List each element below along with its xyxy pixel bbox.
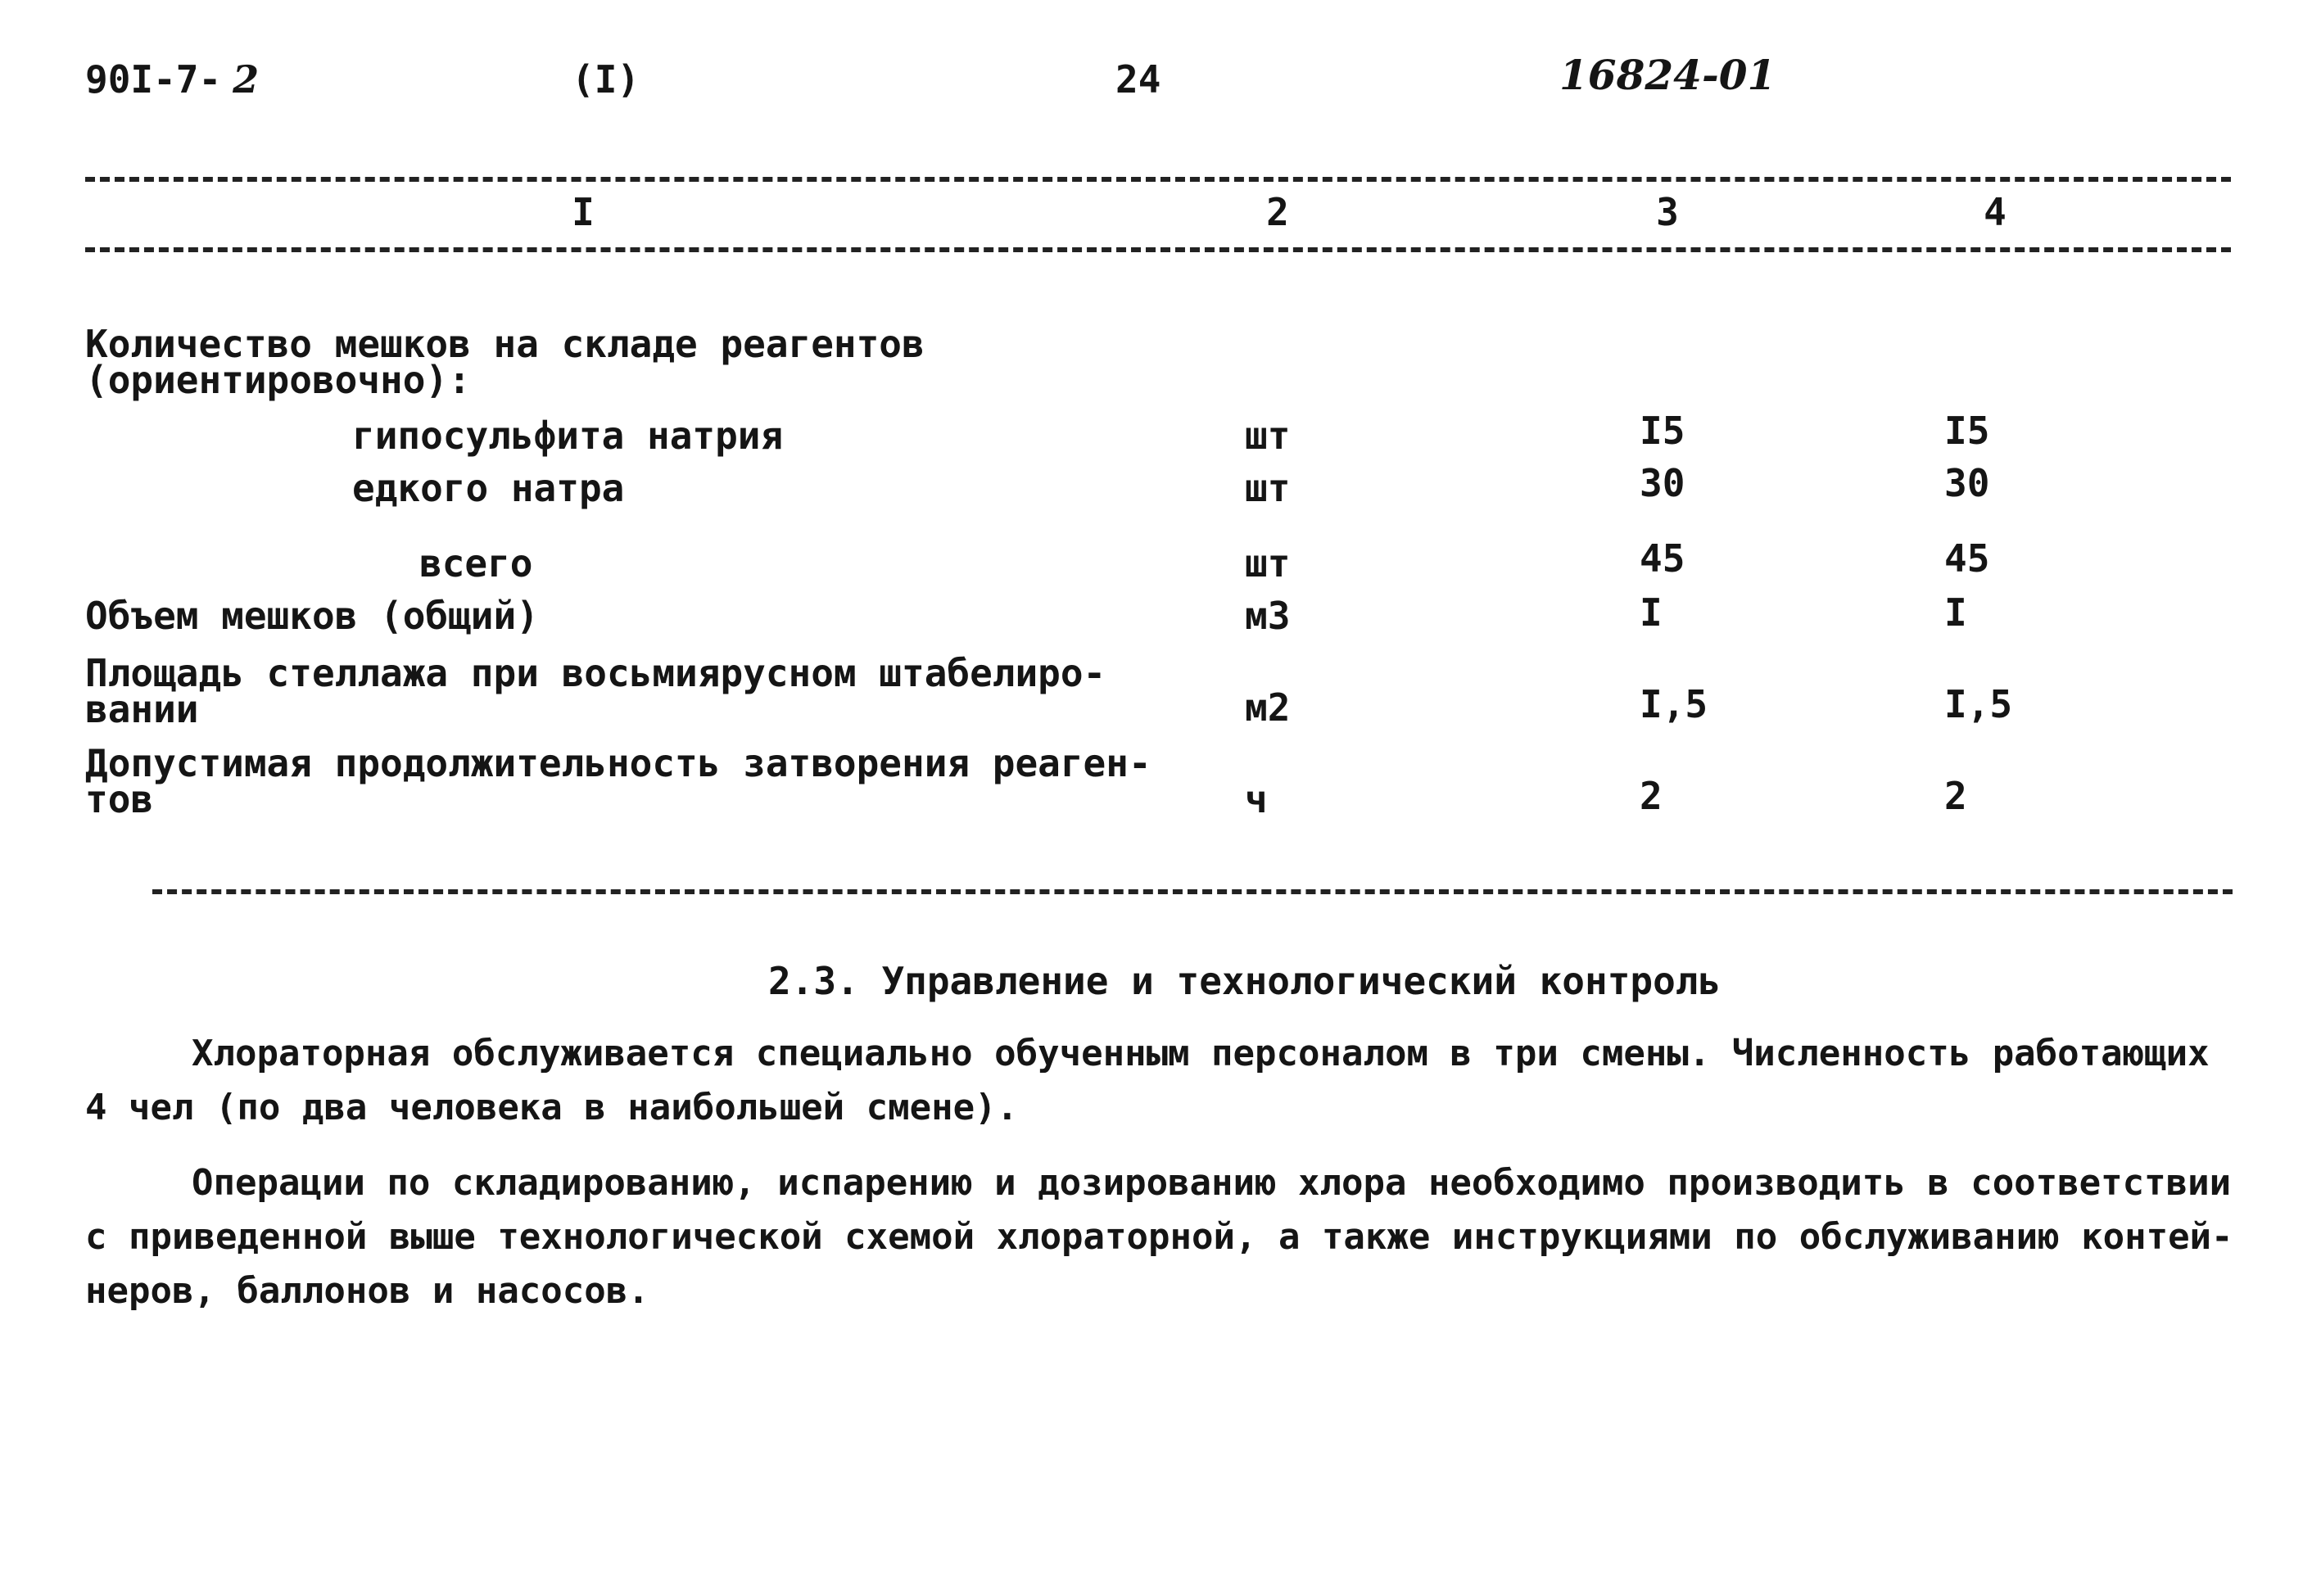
- row-name-bag-volume: Объем мешков (общий): [85, 594, 539, 638]
- row-unit: шт: [1245, 541, 1291, 586]
- row-unit: м2: [1245, 685, 1291, 730]
- document-part: (I): [572, 57, 640, 102]
- group-title-line1: Количество мешков на складе реагентов: [85, 322, 925, 366]
- row-value-col4: I: [1944, 590, 1967, 635]
- page-number: 24: [1115, 57, 1161, 102]
- row-name-line1: Допустимая продолжительность затворения реаген-: [85, 741, 1151, 785]
- row-value-col3: 30: [1640, 461, 1685, 505]
- row-value-col3: 2: [1640, 774, 1663, 818]
- row-name-line1: Площадь стеллажа при восьмиярусном штабелиро-: [85, 651, 1106, 695]
- row-value-col4: 45: [1944, 536, 1990, 581]
- inventory-number: 16824-01: [1559, 51, 1776, 99]
- column-header-4: 4: [1984, 190, 2007, 234]
- group-title: [85, 322, 925, 402]
- document-code-base: 90I-7-: [85, 57, 222, 102]
- group-title-line2: (ориентировочно):: [85, 358, 471, 402]
- row-value-col4: I,5: [1944, 682, 2013, 726]
- table-bottom-rule: [152, 889, 2233, 894]
- row-unit: м3: [1245, 594, 1291, 638]
- document-code-suffix: 2: [233, 57, 260, 102]
- row-value-col3: I,5: [1640, 682, 1708, 726]
- row-name-line2: тов: [85, 777, 154, 821]
- row-name-caustic-soda: едкого натра: [352, 466, 625, 510]
- column-header-2: 2: [1266, 190, 1289, 234]
- row-value-col3: I5: [1640, 409, 1685, 453]
- row-value-col3: 45: [1640, 536, 1685, 581]
- row-name-sodium-thiosulfate: гипосульфита натрия: [352, 414, 784, 458]
- document-code: [85, 57, 259, 102]
- row-unit: шт: [1245, 414, 1291, 458]
- row-unit: ч: [1245, 777, 1268, 821]
- row-value-col4: 2: [1944, 774, 1967, 818]
- paragraph-line: Операции по складированию, испарению и дозированию хлора необходимо производить в соответствии: [192, 1162, 2232, 1204]
- section-heading: 2.3. Управление и технологический контроль: [768, 959, 1722, 1003]
- row-value-col3: I: [1640, 590, 1663, 635]
- row-name-line2: вании: [85, 687, 199, 731]
- row-value-col4: I5: [1944, 409, 1990, 453]
- row-value-col4: 30: [1944, 461, 1990, 505]
- row-name-rack-area: [85, 651, 1106, 731]
- column-header-3: 3: [1656, 190, 1679, 234]
- paragraph-line: 4 чел (по два человека в наибольшей смене).: [85, 1087, 1019, 1128]
- table-top-rule: [85, 177, 2231, 182]
- column-header-1: I: [572, 190, 595, 234]
- paragraph-line: с приведенной выше технологической схемой хлораторной, а также инструкциями по обслуживанию контей-: [85, 1216, 2233, 1258]
- paragraph-operations: [85, 1156, 2233, 1318]
- paragraph-line: Хлораторная обслуживается специально обученным персоналом в три смены. Численность работающих: [192, 1033, 2210, 1074]
- row-unit: шт: [1245, 466, 1291, 510]
- row-name-total: всего: [419, 541, 533, 586]
- row-name-mixing-duration: [85, 741, 1151, 821]
- paragraph-staffing: [85, 1027, 2210, 1135]
- table-header-rule: [85, 247, 2231, 252]
- paragraph-line: неров, баллонов и насосов.: [85, 1270, 649, 1312]
